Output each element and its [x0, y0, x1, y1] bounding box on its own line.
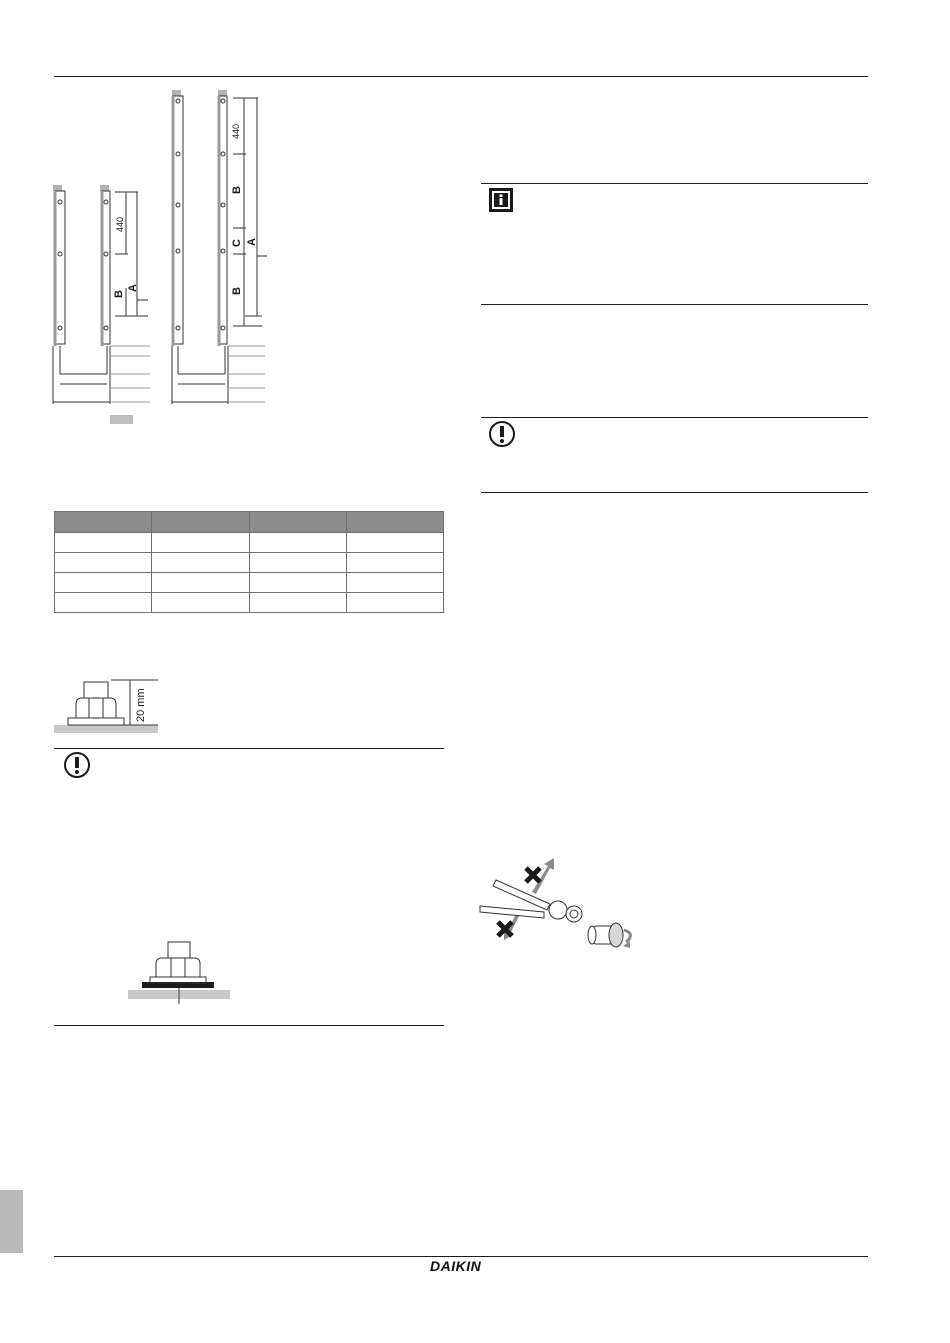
info-rule-bottom [481, 304, 868, 305]
table-header-row [55, 512, 444, 533]
info-icon [488, 187, 514, 213]
bolt-height-figure [54, 674, 164, 736]
large-label-b-upper: B [231, 186, 243, 194]
table-row [55, 553, 444, 573]
notice-rule-bottom [54, 1025, 444, 1026]
small-label-b: B [113, 290, 125, 298]
table-header-cell [55, 512, 152, 533]
large-dim-440: 440 [231, 123, 241, 139]
caution-rule-bottom [481, 492, 868, 493]
caution-rule-top [481, 417, 868, 418]
daikin-logo: DAIKIN [430, 1258, 482, 1274]
frame-mounting-figure [40, 84, 280, 429]
info-rule-top [481, 183, 868, 184]
warning-icon [63, 751, 91, 779]
bolt-height-label: 20 mm [135, 688, 147, 722]
notice-rule-top [54, 748, 444, 749]
side-tab [0, 1190, 23, 1253]
footer-rule [54, 1256, 868, 1257]
table-row [55, 593, 444, 613]
table-header-cell [346, 512, 443, 533]
dimension-table [54, 511, 444, 613]
table-row [55, 533, 444, 553]
small-label-a: A [127, 284, 139, 292]
wrench-valve-figure [474, 852, 646, 960]
table-header-cell [249, 512, 346, 533]
bolt-washer-figure [128, 938, 232, 1006]
caution-icon [488, 420, 516, 448]
large-label-a: A [246, 238, 258, 246]
header-rule [54, 76, 868, 77]
table-header-cell [152, 512, 249, 533]
large-label-c: C [231, 239, 243, 247]
small-dim-440: 440 [115, 216, 125, 232]
table-row [55, 573, 444, 593]
large-label-b-lower: B [231, 287, 243, 295]
